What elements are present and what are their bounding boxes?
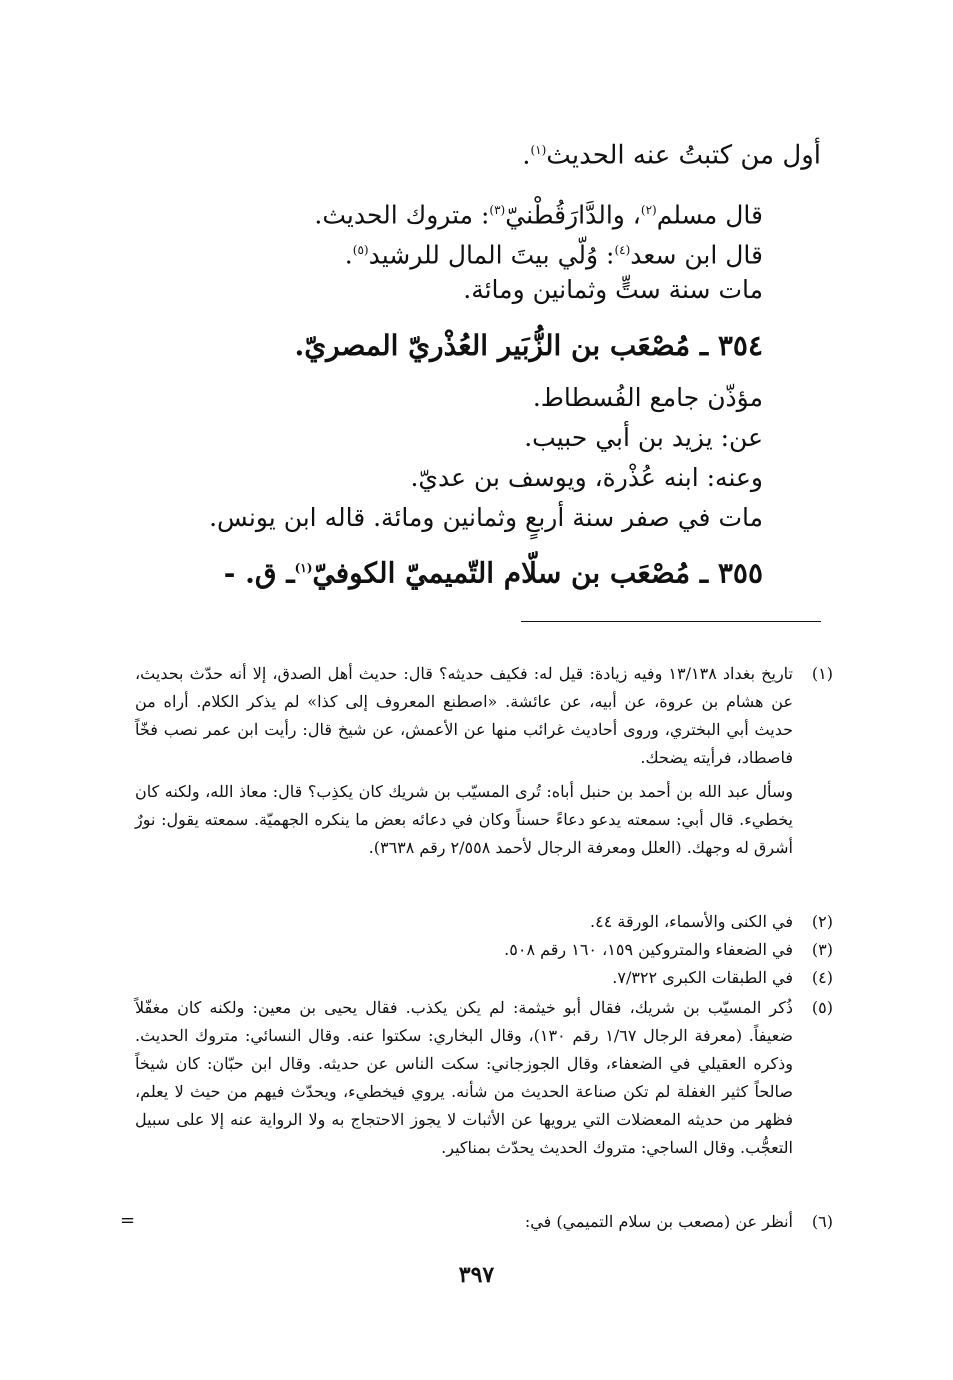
- opening-end: .: [522, 140, 531, 171]
- footnote-ref: (١): [294, 561, 313, 575]
- footnote-number: (٦): [811, 1212, 833, 1231]
- footnote-text: تاريخ بغداد ١٣/١٣٨ وفيه زيادة: قيل له: فكيف حديثه؟ قال: حديث أهل الصدق، إلا أنه حدّث بحديث، عن هشام بن عروة، عن أبيه، عن عائشة. «اصطنع المعروف إلى كذا» لم يذكر الكلام. أراه من حديث أبي البختري، وروى أحاديث غرائب منها عن الأعمش، عن شيخ قال: رأيت ابن عمر نصب فخّاً فاصطاد، فرأيته يضحك.: [135, 664, 793, 767]
- footnote-text: في الطبقات الكبرى ٧/٣٢٢.: [612, 968, 793, 987]
- footnote-text: أنظر عن (مصعب بن سلام التميمي) في:: [524, 1212, 793, 1231]
- entry355-title: ٣٥٥ ـ مُصْعَب بن سلّام التّميميّ الكوفيّ$^{(١)}$ـ ق. -: [223, 556, 763, 590]
- footnote-ref: (٤): [614, 243, 631, 257]
- footnote-text: في الكنى والأسماء، الورقة ٤٤.: [590, 912, 793, 931]
- opening-text: أول من كتبتُ عنه الحديث: [546, 140, 821, 171]
- footnote-ref: (٣): [489, 203, 506, 217]
- footnote-text: في الضعفاء والمتروكين ١٥٩، ١٦٠ رقم ٥٠٨.: [504, 940, 793, 959]
- page-number: ٣٩٧: [458, 1262, 495, 1288]
- footnote-divider: [521, 621, 821, 622]
- entry354-line1: مؤذّن جامع الفُسطاط.: [532, 383, 763, 412]
- footnote-1: [135, 660, 833, 862]
- footnote-ref: (٥): [352, 243, 369, 257]
- footnote-number: (٥): [811, 998, 833, 1017]
- entry354-line4: مات في صفر سنة أربعٍ وثمانين ومائة. قاله ابن يونس.: [209, 503, 763, 532]
- entry354-line2: عن: يزيد بن أبي حبيب.: [524, 423, 763, 452]
- footnote-number: (٤): [811, 968, 833, 987]
- continuation-mark: =: [120, 1210, 136, 1231]
- footnote-6: [135, 1208, 833, 1236]
- entry353-line2: قال ابن سعد$^{(٤)}$: وُلّي بيتَ المال للرشيد$^{(٥)}$.: [344, 240, 763, 270]
- footnote-number: (١): [811, 664, 833, 683]
- footnote-text: ذُكر المسيّب بن شريك، فقال أبو خيثمة: لم يكن يكذب. فقال يحيى بن معين: ولكنه كان مغفّلاً ضعيفاً. (معرفة الرجال ١/٦٧ رقم ١٣٠)، وقال البخاري: سكتوا عنه. وقال النسائي: متروك الحديث. وذكره العقيلي في الضعفاء، وقال الجوزجاني: سكت الناس عن حديثه. وقال ابن حبّان: كان شيخاً صالحاً كثير الغفلة لم تكن صناعة الحديث من شأنه. يروي فيخطيء، ويحدّث فيهم من حيث لا يعلم، فظهر من حديثه المعضلات التي يرويها عن الأثبات لا يجوز الاحتجاج به ولا الرواية عنه إلا على سبيل التعجُّب. وقال الساجي: متروك الحديث يحدّث بمناكير.: [135, 998, 793, 1157]
- footnote-text: وسأل عبد الله بن أحمد بن حنبل أباه: تُرى المسيّب بن شريك كان يكذِب؟ قال: معاذ الله، ولكنه كان يخطيء. قال أبي: سمعته يدعو دعاءً حسناً وكان في دعائه بعض ما ينكره الجهميّة. سمعته يقول: نورٌ أشرق له وجهك. (العلل ومعرفة الرجال لأحمد ٢/٥٥٨ رقم ٣٦٣٨).: [135, 782, 793, 857]
- opening-line: [522, 130, 821, 176]
- footnote-4: [135, 964, 833, 992]
- footnote-2: [135, 908, 833, 936]
- entry354-line3: وعنه: ابنه عُذْرة، ويوسف بن عديّ.: [410, 463, 763, 492]
- entry354-title: ٣٥٤ ـ مُصْعَب بن الزُّبَير العُذْريّ المصريّ.: [294, 329, 763, 362]
- entry353-line3: مات سنة ستٍّ وثمانين ومائة.: [463, 275, 763, 304]
- footnote-number: (٣): [811, 940, 833, 959]
- footnote-3: [135, 936, 833, 964]
- footnote-number: (٢): [811, 912, 833, 931]
- entry353-line1: قال مسلم$^{(٢)}$، والدَّارَقُطْنيّ$^{(٣)}$: متروك الحديث.: [314, 200, 763, 230]
- footnote-5: [135, 994, 833, 1162]
- footnote-ref: (١): [530, 143, 547, 157]
- footnote-ref: (٢): [640, 203, 657, 217]
